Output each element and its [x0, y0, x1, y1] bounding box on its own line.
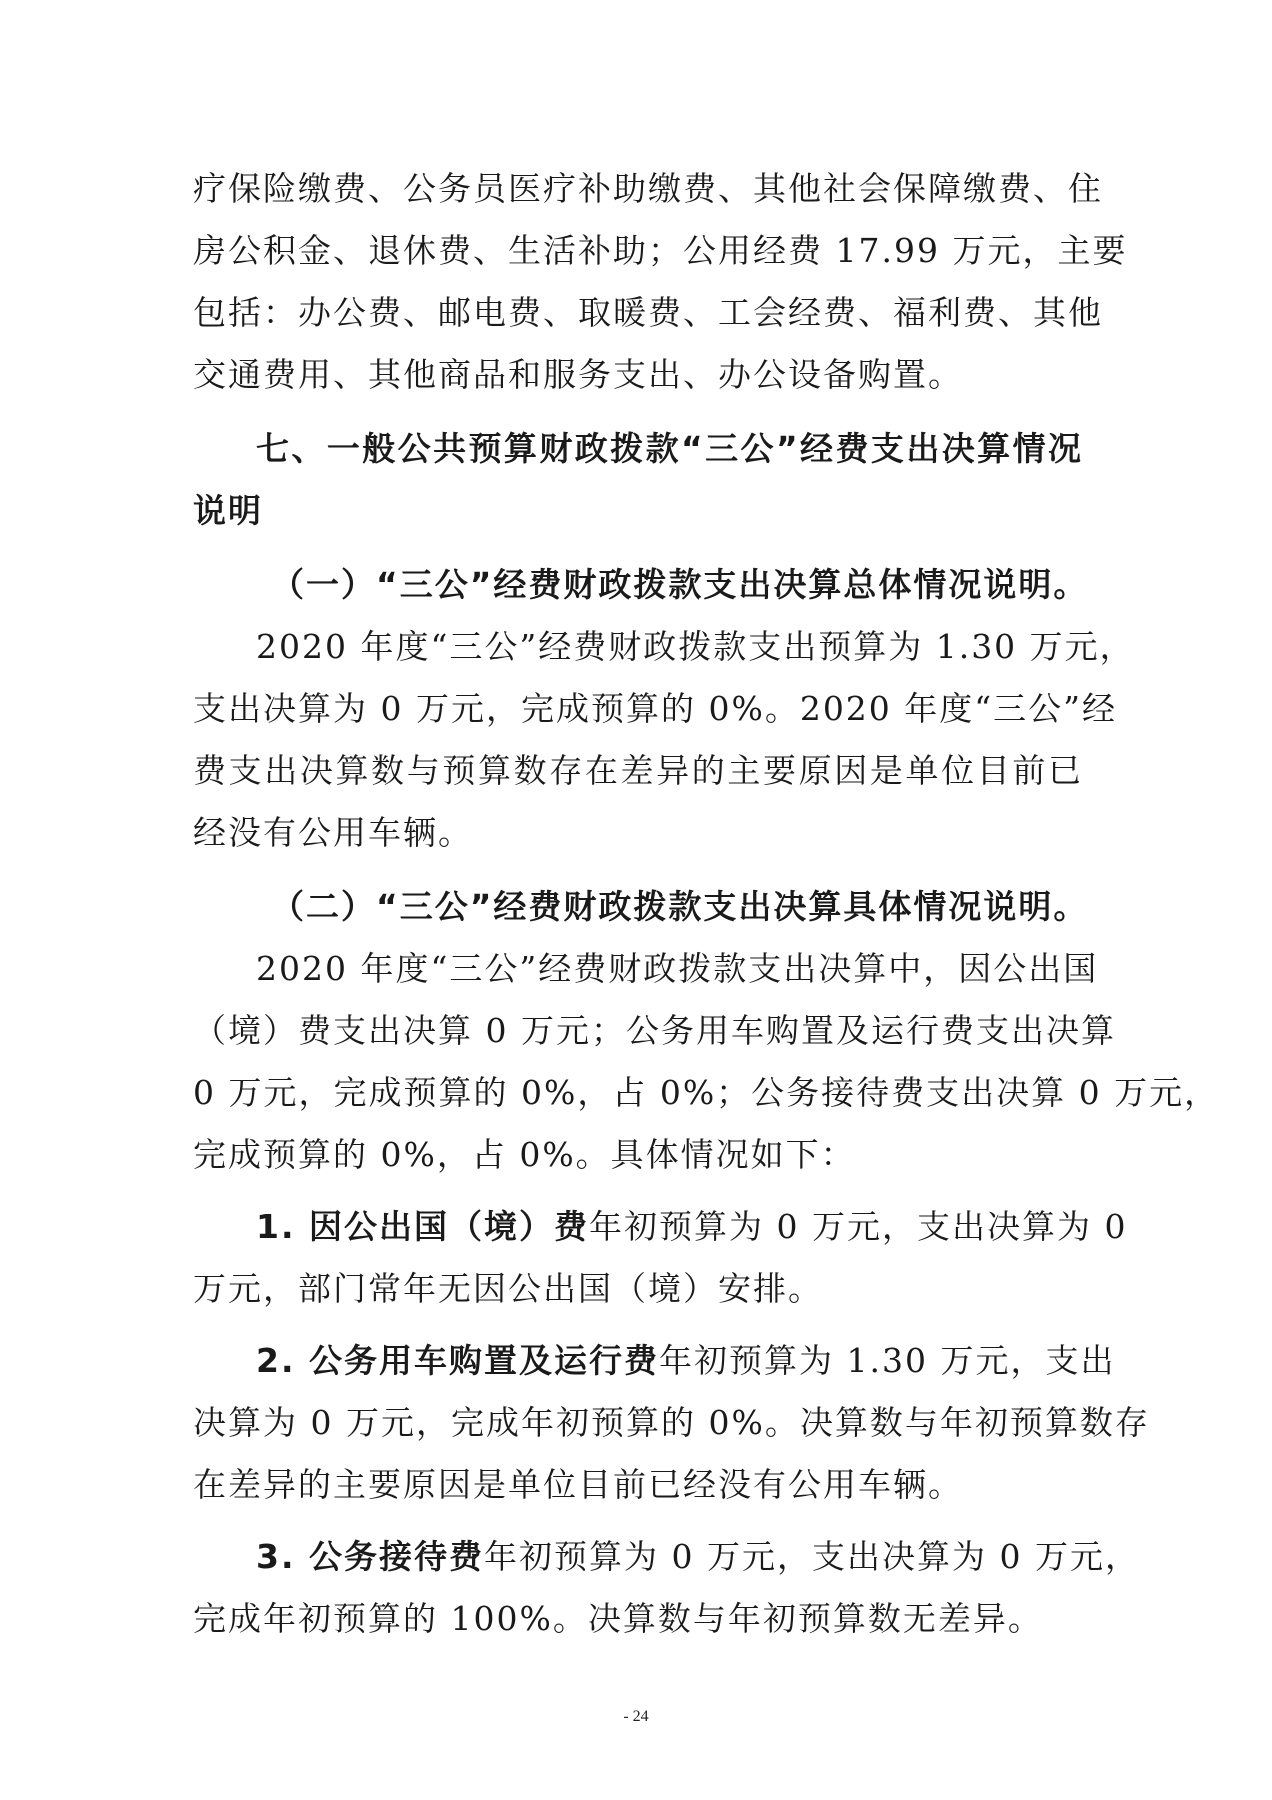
body-text-line: 包括：办公费、邮电费、取暖费、工会经费、福利费、其他: [193, 293, 1103, 332]
subsection-heading: （二）“三公”经费财政拨款支出决算具体情况说明。: [271, 887, 1089, 926]
list-item-3: [256, 1526, 1140, 1588]
list-item-2: [256, 1330, 1116, 1392]
body-text-line: 2020 年度“三公”经费财政拨款支出决算中，因公出国: [256, 949, 1099, 988]
list-item-2-title: 2. 公务用车购置及运行费: [256, 1341, 659, 1380]
body-text-line: 经没有公用车辆。: [193, 813, 473, 852]
section-heading-continued: 说明: [193, 491, 263, 530]
body-text-line: 疗保险缴费、公务员医疗补助缴费、其他社会保障缴费、住: [193, 169, 1103, 208]
body-text-line: 0 万元，完成预算的 0%，占 0%；公务接待费支出决算 0 万元，: [193, 1073, 1220, 1112]
body-text-line: 在差异的主要原因是单位目前已经没有公用车辆。: [193, 1465, 963, 1504]
page-number: - 24: [623, 1708, 649, 1725]
list-item-1-text: 年初预算为 0 万元，支出决算为 0: [589, 1207, 1128, 1246]
body-text-line: 万元，部门常年无因公出国（境）安排。: [193, 1269, 823, 1308]
list-item-3-text: 年初预算为 0 万元，支出决算为 0 万元，: [484, 1537, 1140, 1576]
list-item-1: [256, 1196, 1128, 1258]
body-text-line: 完成预算的 0%，占 0%。具体情况如下：: [193, 1135, 856, 1174]
body-text-line: 支出决算为 0 万元，完成预算的 0%。2020 年度“三公”经: [193, 689, 1118, 728]
list-item-2-text: 年初预算为 1.30 万元，支出: [659, 1341, 1116, 1380]
subsection-heading: （一）“三公”经费财政拨款支出决算总体情况说明。: [271, 565, 1089, 604]
list-item-1-title: 1. 因公出国（境）费: [256, 1207, 589, 1246]
section-heading: 七、一般公共预算财政拨款“三公”经费支出决算情况: [256, 429, 1083, 468]
body-text-line: 交通费用、其他商品和服务支出、办公设备购置。: [193, 355, 963, 394]
list-item-3-title: 3. 公务接待费: [256, 1537, 484, 1576]
body-text-line: 2020 年度“三公”经费财政拨款支出预算为 1.30 万元，: [256, 627, 1135, 666]
body-text-line: 决算为 0 万元，完成年初预算的 0%。决算数与年初预算数存: [193, 1403, 1150, 1442]
body-text-line: 完成年初预算的 100%。决算数与年初预算数无差异。: [193, 1599, 1043, 1638]
body-text-line: 房公积金、退休费、生活补助；公用经费 17.99 万元，主要: [193, 231, 1128, 270]
body-text-line: 费支出决算数与预算数存在差异的主要原因是单位目前已: [193, 751, 1083, 790]
body-text-line: （境）费支出决算 0 万元；公务用车购置及运行费支出决算: [193, 1011, 1116, 1050]
